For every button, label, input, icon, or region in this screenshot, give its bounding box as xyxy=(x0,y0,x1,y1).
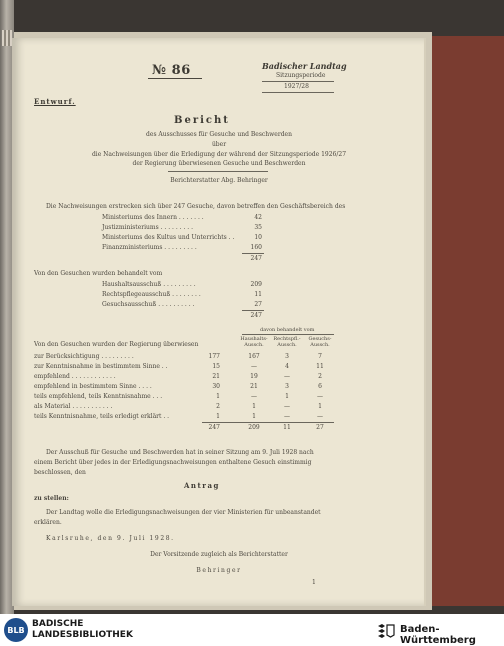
paragraph-3a: Der Ausschuß für Gesuche und Beschwerden hat in seiner Sitzung am 9. Juli 1928 nach xyxy=(46,449,314,456)
col-header-3: Gesuchs-Aussch. xyxy=(308,336,332,348)
header-body: Badischer Landtag xyxy=(262,61,347,71)
committees-sum-rule xyxy=(242,310,264,311)
table-intro: Von den Gesuchen wurden der Regierung überwiesen xyxy=(34,341,199,348)
committee-value-1: 209 xyxy=(250,281,262,288)
row-label: empfehlend . . . . . . . . . . . . xyxy=(34,373,116,380)
committee-label-2: Rechtspflegeausschuß . . . . . . . . xyxy=(102,291,201,298)
row-total: 30 xyxy=(212,383,220,390)
ministry-label-1: Ministeriums des Innern . . . . . . . xyxy=(102,214,204,221)
paragraph-3b: einem Bericht über jedes in der Erledigungsnachweisungen enthaltene Gesuch einstimmig xyxy=(34,459,312,466)
paragraph-4a: Der Landtag wolle die Erledigungsnachweisungen der vier Ministerien für unbeanstandet xyxy=(46,509,321,516)
document-number: № 86 xyxy=(152,63,191,78)
antrag-heading: Antrag xyxy=(184,481,220,490)
number-underline xyxy=(148,78,202,79)
totals-c3: 27 xyxy=(316,424,324,431)
signature-role: Der Vorsitzende zugleich als Berichterstatter xyxy=(150,551,288,558)
state-crest-icon xyxy=(376,622,396,638)
committee-value-2: 11 xyxy=(254,291,262,298)
library-name-line-2: LANDESBIBLIOTHEK xyxy=(32,630,133,640)
col-header-2: Rechtspfl.-Aussch. xyxy=(273,336,301,348)
state-name: Baden-Württemberg xyxy=(400,624,476,646)
row-c2: 4 xyxy=(285,363,289,370)
row-label: zur Berücksichtigung . . . . . . . . . xyxy=(34,353,134,360)
col-header-1: Haushalts-Aussch. xyxy=(240,336,268,348)
row-c1: — xyxy=(251,393,257,400)
paragraph-4b: erklären. xyxy=(34,519,62,526)
row-c3: 11 xyxy=(316,363,324,370)
committee-value-3: 27 xyxy=(254,301,262,308)
committee-label-3: Gesuchsausschuß . . . . . . . . . . xyxy=(102,301,195,308)
ministries-sum-rule xyxy=(242,253,264,254)
library-name-line-1: BADISCHE xyxy=(32,619,84,629)
totals-c1: 209 xyxy=(248,424,260,431)
totals-c2: 11 xyxy=(283,424,291,431)
library-name xyxy=(32,619,133,641)
row-c2: — xyxy=(284,373,290,380)
row-label: als Material . . . . . . . . . . . xyxy=(34,403,113,410)
totals-total: 247 xyxy=(208,424,220,431)
row-c3: 1 xyxy=(318,403,322,410)
signature-name: Behringer xyxy=(196,567,242,574)
row-label: empfehlend in bestimmtem Sinne . . . . xyxy=(34,383,152,390)
draft-stamp: Entwurf. xyxy=(34,97,76,106)
row-total: 1 xyxy=(216,413,220,420)
row-total: 2 xyxy=(216,403,220,410)
row-c1: 19 xyxy=(250,373,258,380)
row-c1: 1 xyxy=(252,413,256,420)
row-total: 21 xyxy=(212,373,220,380)
row-c3: 7 xyxy=(318,353,322,360)
header-rule-2 xyxy=(262,92,334,93)
subtitle-rule xyxy=(168,171,268,172)
row-c3: 2 xyxy=(318,373,322,380)
row-c2: 3 xyxy=(285,353,289,360)
header-rule xyxy=(262,81,334,82)
ministry-value-4: 160 xyxy=(250,244,262,251)
row-total: 15 xyxy=(212,363,220,370)
cover-edge xyxy=(424,36,504,606)
table-group-rule xyxy=(242,334,334,335)
ministries-total: 247 xyxy=(250,255,262,262)
paragraph-3c: beschlossen, den xyxy=(34,469,86,476)
ministry-value-2: 35 xyxy=(254,224,262,231)
ministry-value-3: 10 xyxy=(254,234,262,241)
row-c2: — xyxy=(284,413,290,420)
document-page xyxy=(12,38,426,606)
header-session-years: 1927/28 xyxy=(284,83,309,90)
antrag-lead: zu stellen: xyxy=(34,495,69,502)
committees-total: 247 xyxy=(250,312,262,319)
table-group-header: davon behandelt vom xyxy=(260,327,315,333)
header-session-label: Sitzungsperiode xyxy=(276,72,326,79)
row-c1: 167 xyxy=(248,353,260,360)
page-number: 1 xyxy=(312,579,316,586)
paragraph-1: Die Nachweisungen erstrecken sich über 247 Gesuche, davon betreffen den Geschäftsbereich des xyxy=(46,203,346,210)
ministry-label-3: Ministeriums des Kultus und Unterrichts . . xyxy=(102,234,235,241)
rapporteur: Berichterstatter Abg. Behringer xyxy=(170,177,268,184)
paragraph-2: Von den Gesuchen wurden behandelt vom xyxy=(34,270,163,277)
place-date: Karlsruhe, den 9. Juli 1928. xyxy=(46,535,175,542)
row-c1: 1 xyxy=(252,403,256,410)
row-c3: 6 xyxy=(318,383,322,390)
subtitle-2: über xyxy=(211,141,227,148)
row-c3: — xyxy=(317,393,323,400)
ministry-value-1: 42 xyxy=(254,214,262,221)
table-sum-rule xyxy=(202,422,334,423)
row-c1: 21 xyxy=(250,383,258,390)
row-c2: — xyxy=(284,403,290,410)
subtitle-3: die Nachweisungen über die Erledigung der während der Sitzungsperiode 1926/27 xyxy=(91,151,347,158)
row-total: 177 xyxy=(208,353,220,360)
row-label: zur Kenntnisnahme in bestimmtem Sinne . . xyxy=(34,363,168,370)
subtitle-4: der Regierung überwiesenen Gesuche und Beschwerden xyxy=(132,160,306,167)
document-title: Bericht xyxy=(174,115,230,126)
row-label: teils Kenntnisnahme, teils erledigt erklärt . . xyxy=(34,413,170,420)
binding-stitch xyxy=(2,30,12,46)
row-c3: — xyxy=(317,413,323,420)
ministry-label-4: Finanzministeriums . . . . . . . . . xyxy=(102,244,197,251)
row-label: teils empfehlend, teils Kenntnisnahme . . . xyxy=(34,393,163,400)
committee-label-1: Haushaltsausschuß . . . . . . . . . xyxy=(102,281,196,288)
subtitle-1: des Ausschusses für Gesuche und Beschwerden xyxy=(146,131,292,138)
row-total: 1 xyxy=(216,393,220,400)
library-logo-icon: BLB xyxy=(4,618,28,642)
row-c2: 1 xyxy=(285,393,289,400)
row-c2: 3 xyxy=(285,383,289,390)
row-c1: — xyxy=(251,363,257,370)
ministry-label-2: Justizministeriums . . . . . . . . . xyxy=(102,224,194,231)
footer-bar xyxy=(0,614,504,646)
